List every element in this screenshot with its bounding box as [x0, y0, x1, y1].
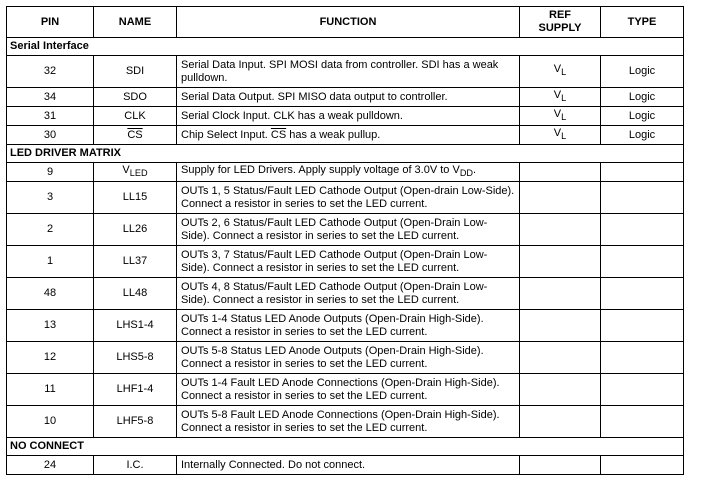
ref-cell: [520, 342, 601, 374]
name-cell: LHS1-4: [94, 310, 177, 342]
function-cell: OUTs 5-8 Fault LED Anode Connections (Open-Drain High-Side). Connect a resistor in series to set the LED current.: [177, 406, 520, 438]
name-cell: SDO: [94, 88, 177, 107]
name-cell: SDI: [94, 56, 177, 88]
pin-cell: 30: [7, 126, 94, 145]
table-row: [7, 246, 684, 278]
name-cell: I.C.: [94, 456, 177, 475]
type-cell: [601, 278, 684, 310]
pin-cell: 11: [7, 374, 94, 406]
ref-cell: $V_L$: [520, 126, 601, 145]
type-cell: Logic: [601, 56, 684, 88]
pin-cell: 48: [7, 278, 94, 310]
table-row: [7, 163, 684, 182]
ref-cell: [520, 310, 601, 342]
pin-cell: 10: [7, 406, 94, 438]
table-row: [7, 126, 684, 145]
ref-cell: [520, 182, 601, 214]
section-row-led: [7, 145, 684, 163]
type-cell: [601, 456, 684, 475]
table-row: [7, 88, 684, 107]
pin-cell: 12: [7, 342, 94, 374]
pin-cell: 1: [7, 246, 94, 278]
section-row-serial: [7, 38, 684, 56]
ref-cell: [520, 406, 601, 438]
ref-cell: [520, 214, 601, 246]
table-row: [7, 374, 684, 406]
ref-cell: $V_L$: [520, 56, 601, 88]
table-row: [7, 56, 684, 88]
header-row: [7, 7, 684, 38]
table-row: [7, 214, 684, 246]
function-cell: OUTs 1, 5 Status/Fault LED Cathode Output (Open-drain Low-Side). Connect a resistor in series to set the LED current.: [177, 182, 520, 214]
pin-description-table: [6, 6, 684, 475]
table-row: [7, 182, 684, 214]
section-title-led: LED DRIVER MATRIX: [7, 145, 684, 163]
pin-cell: 31: [7, 107, 94, 126]
section-row-nc: [7, 438, 684, 456]
pin-cell: 9: [7, 163, 94, 182]
name-cell: LHF5-8: [94, 406, 177, 438]
type-cell: Logic: [601, 126, 684, 145]
header-function: FUNCTION: [177, 7, 520, 38]
ref-cell: [520, 163, 601, 182]
section-title-serial: Serial Interface: [7, 38, 684, 56]
type-cell: [601, 342, 684, 374]
ref-cell: [520, 374, 601, 406]
function-cell: Supply for LED Drivers. Apply supply voltage of 3.0V to $V_{DD}$.: [177, 163, 520, 182]
header-type: TYPE: [601, 7, 684, 38]
type-cell: [601, 374, 684, 406]
type-cell: [601, 163, 684, 182]
name-cell: LL37: [94, 246, 177, 278]
function-cell: OUTs 4, 8 Status/Fault LED Cathode Output (Open-Drain Low-Side). Connect a resistor in series to set the LED current.: [177, 278, 520, 310]
function-cell: OUTs 1-4 Status LED Anode Outputs (Open-Drain High-Side). Connect a resistor in series to set the LED current.: [177, 310, 520, 342]
header-name: NAME: [94, 7, 177, 38]
name-cell: $V_{LED}$: [94, 163, 177, 182]
name-cell: LL48: [94, 278, 177, 310]
type-cell: [601, 182, 684, 214]
name-cell: LL15: [94, 182, 177, 214]
pin-cell: 3: [7, 182, 94, 214]
function-cell: OUTs 1-4 Fault LED Anode Connections (Open-Drain High-Side). Connect a resistor in series to set the LED current.: [177, 374, 520, 406]
table-row: [7, 456, 684, 475]
function-cell: Chip Select Input. $\overline{CS}$ has a weak pullup.: [177, 126, 520, 145]
pin-cell: 2: [7, 214, 94, 246]
function-cell: Serial Clock Input. CLK has a weak pulldown.: [177, 107, 520, 126]
table-row: [7, 107, 684, 126]
type-cell: [601, 246, 684, 278]
name-cell: LL26: [94, 214, 177, 246]
function-cell: Internally Connected. Do not connect.: [177, 456, 520, 475]
name-cell: $\overline{CS}$: [94, 126, 177, 145]
pin-cell: 24: [7, 456, 94, 475]
function-cell: OUTs 2, 6 Status/Fault LED Cathode Output (Open-Drain Low-Side). Connect a resistor in series to set the LED current.: [177, 214, 520, 246]
type-cell: [601, 310, 684, 342]
function-cell: Serial Data Output. SPI MISO data output to controller.: [177, 88, 520, 107]
table-row: [7, 278, 684, 310]
function-cell: OUTs 3, 7 Status/Fault LED Cathode Output (Open-Drain Low-Side). Connect a resistor in series to set the LED current.: [177, 246, 520, 278]
pin-cell: 34: [7, 88, 94, 107]
header-pin: PIN: [7, 7, 94, 38]
ref-cell: [520, 278, 601, 310]
type-cell: [601, 214, 684, 246]
ref-cell: [520, 246, 601, 278]
table-row: [7, 310, 684, 342]
type-cell: Logic: [601, 107, 684, 126]
ref-cell: $V_L$: [520, 88, 601, 107]
pin-cell: 32: [7, 56, 94, 88]
ref-cell: $V_L$: [520, 107, 601, 126]
name-cell: CLK: [94, 107, 177, 126]
type-cell: [601, 406, 684, 438]
pin-cell: 13: [7, 310, 94, 342]
section-title-nc: NO CONNECT: [7, 438, 684, 456]
table-row: [7, 342, 684, 374]
function-cell: Serial Data Input. SPI MOSI data from controller. SDI has a weak pulldown.: [177, 56, 520, 88]
type-cell: Logic: [601, 88, 684, 107]
function-cell: OUTs 5-8 Status LED Anode Outputs (Open-Drain High-Side). Connect a resistor in series to set the LED current.: [177, 342, 520, 374]
name-cell: LHS5-8: [94, 342, 177, 374]
ref-cell: [520, 456, 601, 475]
table-row: [7, 406, 684, 438]
name-cell: LHF1-4: [94, 374, 177, 406]
header-ref-supply: REF SUPPLY: [520, 7, 601, 38]
